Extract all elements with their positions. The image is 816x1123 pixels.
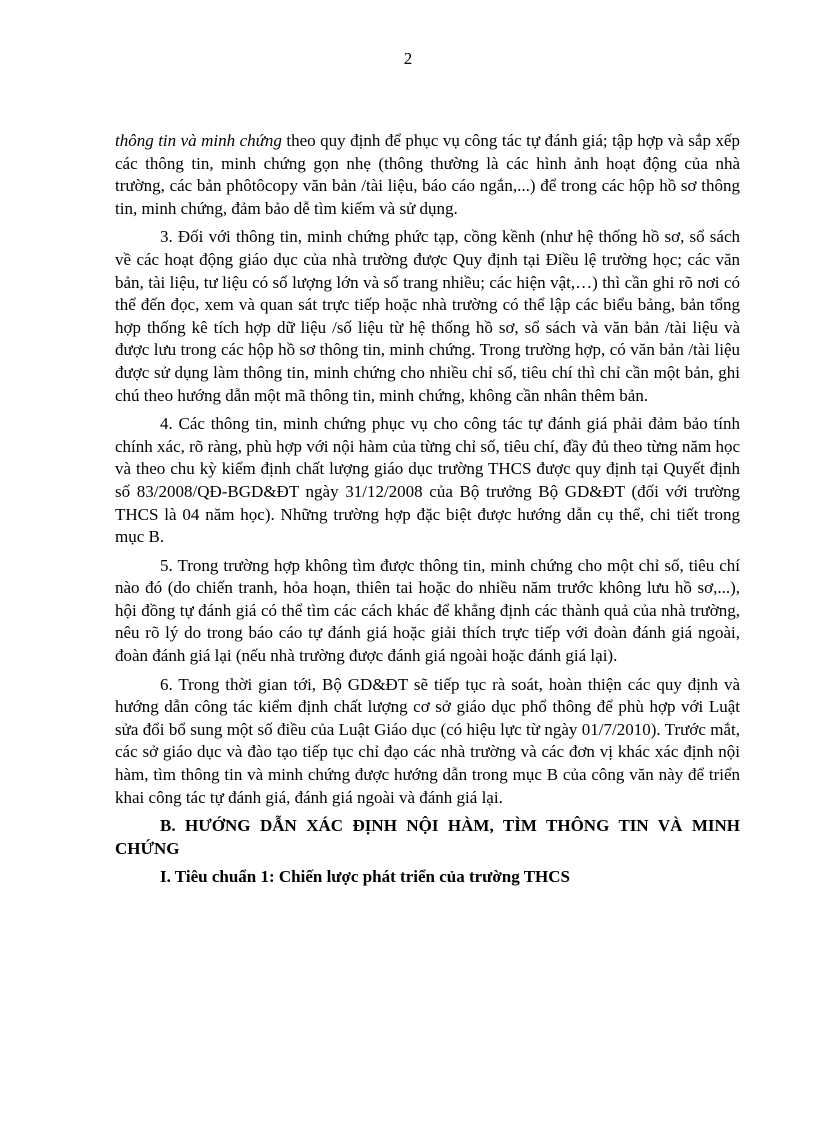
paragraph-6: 6. Trong thời gian tới, Bộ GD&ĐT sẽ tiếp tục rà soát, hoàn thiện các quy định và hướng dẫn công tác kiểm định chất lượng cơ sở giáo dục phổ thông để phù hợp với Luật sửa đổi bổ sung một số điều của Luật Giáo dục (có hiệu lực từ ngày 01/7/2010). Trước mắt, các sở giáo dục và đào tạo tiếp tục chỉ đạo các nhà trường và các đơn vị khác xác định nội hàm, tìm thông tin và minh chứng được hướng dẫn trong mục B của công văn này để triển khai công tác tự đánh giá, đánh giá ngoài và đánh giá lại. <box>115 674 740 807</box>
italic-phrase: thông tin và minh chứng <box>115 131 282 150</box>
paragraph-4: 4. Các thông tin, minh chứng phục vụ cho công tác tự đánh giá phải đảm bảo tính chính xác, rõ ràng, phù hợp với nội hàm của từng chỉ số, tiêu chí, đầy đủ theo từng năm học và theo chu kỳ kiểm định chất lượng giáo dục trường THCS được quy định tại Quyết định số 83/2008/QĐ-BGD&ĐT ngày 31/12/2008 của Bộ trưởng Bộ GD&ĐT (đối với trường THCS là 04 năm học). Những trường hợp đặc biệt được hướng dẫn cụ thể, chi tiết trong mục B. <box>115 414 740 547</box>
paragraph-continued <box>115 130 740 220</box>
paragraph-5: 5. Trong trường hợp không tìm được thông tin, minh chứng cho một chỉ số, tiêu chí nào đó (do chiến tranh, hỏa hoạn, thiên tai hoặc do nhiều năm trước không lưu hồ sơ,...), hội đồng tự đánh giá có thể tìm các cách khác để khẳng định các thành quả của nhà trường, nêu rõ lý do trong báo cáo tự đánh giá hoặc giải thích trực tiếp với đoàn đánh giá ngoài, đoàn đánh giá lại (nếu nhà trường được đánh giá ngoài hoặc đánh giá lại). <box>115 555 740 666</box>
paragraph-text: theo quy định để phục vụ công tác tự đánh giá; tập hợp và sắp xếp các thông tin, minh chứng gọn nhẹ (thông thường là các hình ảnh hoạt động của nhà trường, các bản phôtôcopy văn bản /tài liệu, báo cáo ngắn,...) để trong các hộp hồ sơ thông tin, minh chứng, đảm bảo dễ tìm kiếm và sử dụng. <box>115 131 740 218</box>
subsection-heading-i: I. Tiêu chuẩn 1: Chiến lược phát triển của trường THCS <box>160 867 570 887</box>
page-number: 2 <box>403 49 413 68</box>
document-body <box>115 0 740 889</box>
section-heading-b: B. HƯỚNG DẪN XÁC ĐỊNH NỘI HÀM, TÌM THÔNG TIN VÀ MINH CHỨNG <box>115 816 740 858</box>
paragraph-3: 3. Đối với thông tin, minh chứng phức tạp, cồng kềnh (như hệ thống hồ sơ, sổ sách về các hoạt động giáo dục của nhà trường được Quy định tại Điều lệ trường học; các văn bản, tài liệu, tư liệu có số lượng lớn và số trang nhiều; các hiện vật,…) thì cần ghi rõ nơi có thể đến đọc, xem và quan sát trực tiếp hoặc nhà trường có thể lập các biểu bảng, bản tổng hợp thống kê tích hợp dữ liệu /số liệu từ hệ thống hồ sơ, sổ sách và văn bản /tài liệu và được lưu trong các hộp hồ sơ thông tin, minh chứng. Trong trường hợp, có văn bản /tài liệu được sử dụng làm thông tin, minh chứng cho nhiều chỉ số, tiêu chí thì chỉ cần một bản, ghi chú theo hướng dẫn một mã thông tin, minh chứng, không cần nhân thêm bản. <box>115 227 740 405</box>
